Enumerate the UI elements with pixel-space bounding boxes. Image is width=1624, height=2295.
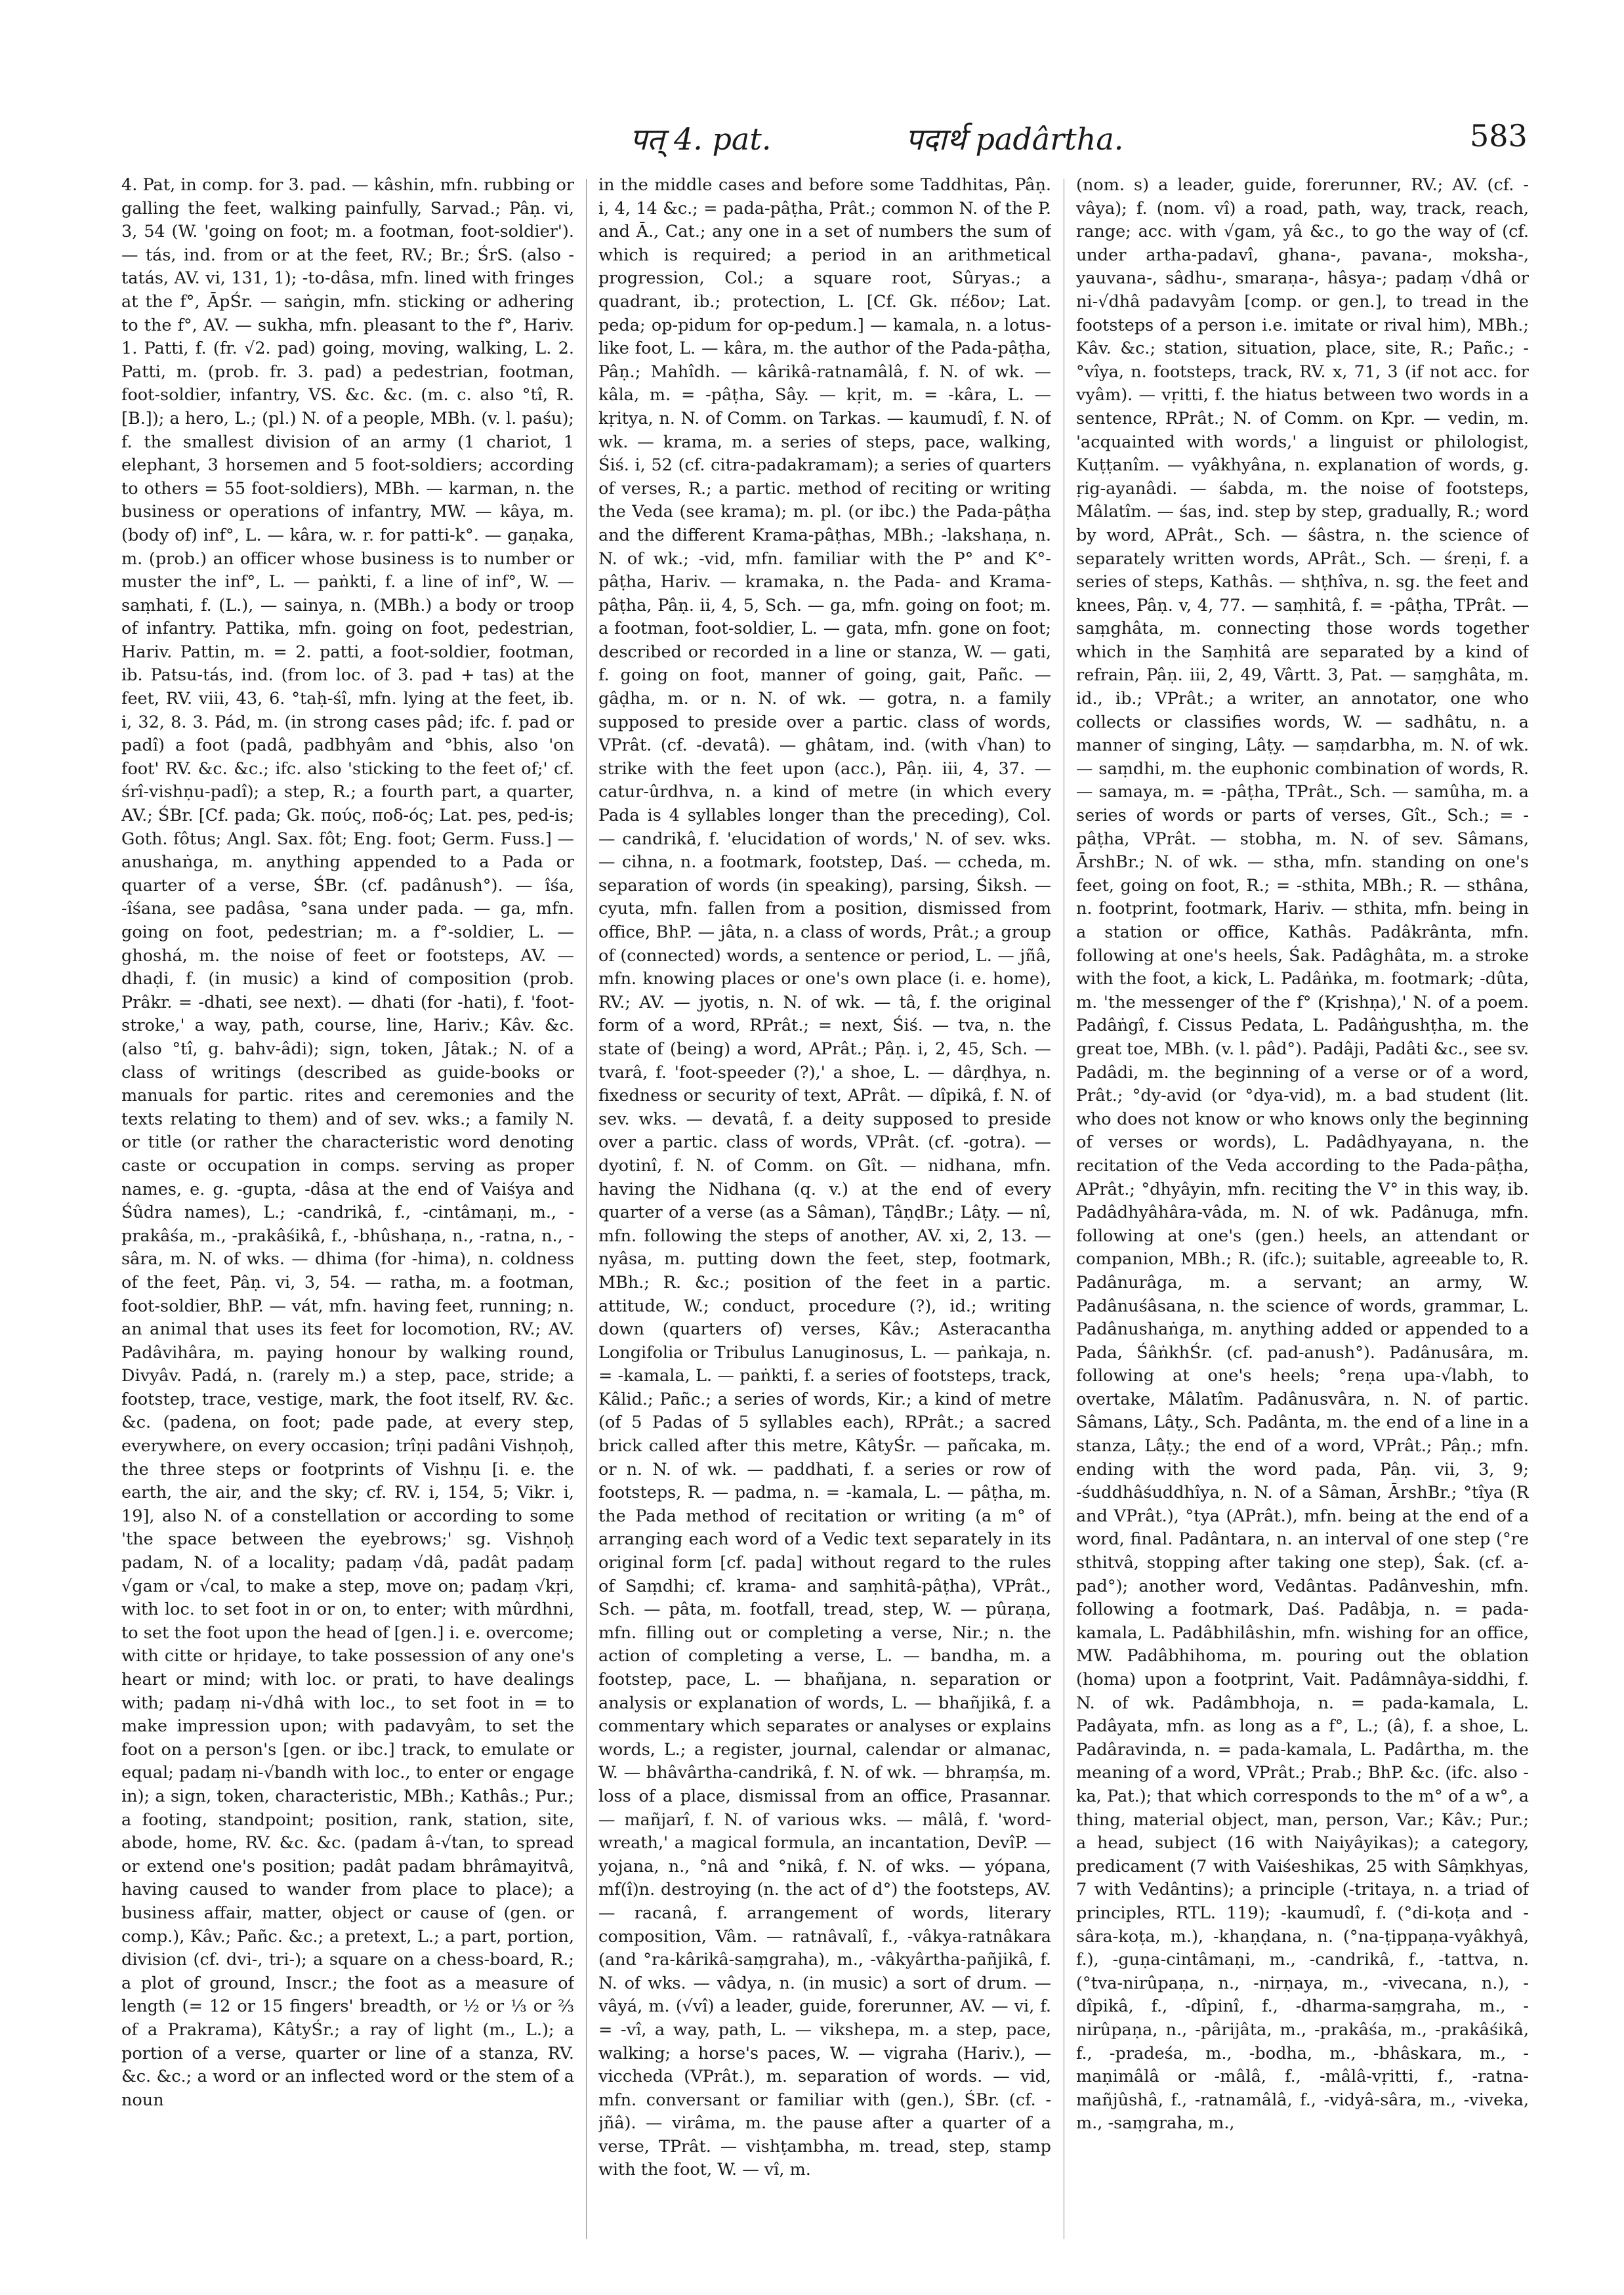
column-divider-1	[586, 179, 587, 2239]
column-3	[1076, 174, 1529, 2241]
page-header	[0, 118, 1624, 177]
column-3-text: (nom. s) a leader, guide, forerunner, RV.; AV. (cf. -vâya); f. (nom. vî) a road, path, way, track, reach, range; acc. with √gam, yâ &c., to go the way of (cf. under artha-padavî, ghana-, pavana-, moksha-, yauvana-, sâdhu-, smaraṇa-, hâsya-; padaṃ √dhâ or ni-√dhâ padavyâm [comp. or gen.], to tread in the footsteps of a person i.e. imitate or rival him), MBh.; Kâv. &c.; station, situation, place, site, R.; Pañc.; -°vîya, n. footsteps, track, RV. x, 71, 3 (if not acc. for vyâm). — vṛitti, f. the hiatus between two words in a sentence, RPrât.; N. of Comm. on Kpr. — vedin, m. 'acquainted with words,' a linguist or philologist, Kuṭṭanîm. — vyâkhyâna, n. explanation of words, g. ṛig-ayanâdi. — śabda, m. the noise of footsteps, Mâlatîm. — śas, ind. step by step, gradually, R.; word by word, APrât., Sch. — śâstra, n. the science of separately written words, APrât., Sch. — śreṇi, f. a series of steps, Kathâs. — shṭhîva, n. sg. the feet and knees, Pâṇ. v, 4, 77. — saṃhitâ, f. = -pâṭha, TPrât. — saṃghâta, m. connecting those words together which in the Saṃhitâ are separated by a kind of refrain, Pâṇ. iii, 2, 49, Vârtt. 3, Pat. — saṃghâta, m. id., ib.; VPrât.; a writer, an annotator, one who collects or classifies words, W. — sadhâtu, n. a manner of singing, Lâṭy. — saṃdarbha, m. N. of wk. — saṃdhi, m. the euphonic combination of words, R. — samaya, m. = -pâṭha, TPrât., Sch. — samûha, m. a series of words or parts of verses, Gît., Sch.; = -pâṭha, VPrât. — stobha, m. N. of sev. Sâmans, ĀrshBr.; N. of wk. — stha, mfn. standing on one's feet, going on foot, R.; = -sthita, MBh.; R. — sthâna, n. footprint, footmark, Hariv. — sthita, mfn. being in a station or office, Kathâs. Padâkrânta, mfn. following at one's heels, Śak. Padâghâta, m. a stroke with the foot, a kick, L. Padâṅka, m. footmark; -dûta, m. 'the messenger of the f° (Kṛishṇa),' N. of a poem. Padâṅgî, f. Cissus Pedata, L. Padâṅgushṭha, m. the great toe, MBh. (v. l. pâd°). Padâji, Padâti &c., see sv. Padâdi, m. the beginning of a verse or of a word, Prât.; °dy-avid (or °dya-vid), m. a bad student (lit. who does not know or who knows only the beginning of verses or words), L. Padâdhyayana, n. the recitation of the Veda according to the Pada-pâṭha, APrât.; °dhyâyin, mfn. reciting the V° in this way, ib. Padâdhyâhâra-vâda, m. N. of wk. Padânuga, mfn. following at one's (gen.) heels, an attendant or companion, MBh.; R. (ifc.); suitable, agreeable to, R. Padânurâga, m. a servant; an army, W. Padânuśâsana, n. the science of words, grammar, L. Padânushaṅga, m. anything added or appended to a Pada, ŚâṅkhŚr. (cf. pad-anush°). Padânusâra, m. following at one's heels; °reṇa upa-√labh, to overtake, Mâlatîm. Padânusvâra, n. N. of partic. Sâmans, Lâṭy., Sch. Padânta, m. the end of a line in a stanza, Lâṭy.; the end of a word, VPrât.; Pâṇ.; mfn. ending with the word pada, Pâṇ. vii, 3, 9; -śuddhâśuddhîya, n. N. of a Sâman, ĀrshBr.; °tîya (R and VPrât.), °tya (APrât.), mfn. being at the end of a word, final. Padântara, n. an interval of one step (°re sthitvâ, stopping after taking one step), Śak. (cf. a-pad°); another word, Vedântas. Padânveshin, mfn. following a footmark, Daś. Padâbja, n. = pada-kamala, L. Padâbhilâshin, mfn. wishing for an office, MW. Padâbhihoma, m. pouring out the oblation (homa) upon a footprint, Vait. Padâmnâya-siddhi, f. N. of wk. Padâmbhoja, n. = pada-kamala, L. Padâyata, mfn. as long as a f°, L.; (â), f. a shoe, L. Padâravinda, n. = pada-kamala, L. Padârtha, m. the meaning of a word, VPrât.; Prab.; BhP. &c. (ifc. also -ka, Pat.); that which corresponds to the m° of a w°, a thing, material object, man, person, Var.; Kâv.; Pur.; a head, subject (16 with Naiyâyikas); a category, predicament (7 with Vaiśeshikas, 25 with Sâṃkhyas, 7 with Vedântins); a principle (-tritaya, n. a triad of principles, RTL. 119); -kaumudî, f. (°di-koṭa and -sâra-koṭa, m.), -khaṇḍana, n. (°na-ṭippaṇa-vyâkhyâ, f.), -guṇa-cintâmaṇi, m., -candrikâ, f., -tattva, n. (°tva-nirûpaṇa, n., -nirṇaya, m., -vivecana, n.), -dîpikâ, f., -dîpinî, f., -dharma-saṃgraha, m., -nirûpaṇa, n., -pârijâta, m., -prakâśa, m., -prakâśikâ, f., -pradeśa, m., -bodha, m., -bhâskara, m., -maṇimâlâ or -mâlâ, f., -mâlâ-vṛitti, f., -ratna-mañjûshâ, f., -ratnamâlâ, f., -vidyâ-sâra, m., -viveka, m., -saṃgraha, m.,	[1076, 175, 1529, 2134]
page-number: 583	[1470, 118, 1528, 154]
column-2-text: in the middle cases and before some Taddhitas, Pâṇ. i, 4, 14 &c.; = pada-pâṭha, Prât.; common N. of the P. and Ā., Cat.; any one in a set of numbers the sum of which is required; a period in an arithmetical progression, Col.; a square root, Sûryas.; a quadrant, ib.; protection, L. [Cf. Gk. πέδον; Lat. peda; op-pidum for op-pedum.] — kamala, n. a lotus-like foot, L. — kâra, m. the author of the Pada-pâṭha, Pâṇ.; Mahîdh. — kârikâ-ratnamâlâ, f. N. of wk. — kâla, m. = -pâṭha, Sây. — kṛit, m. = -kâra, L. — kṛitya, n. N. of Comm. on Tarkas. — kaumudî, f. N. of wk. — krama, m. a series of steps, pace, walking, Śiś. i, 52 (cf. citra-padakramam); a series of quarters of verses, R.; a partic. method of reciting or writing the Veda (see krama); m. pl. (or ibc.) the Pada-pâṭha and the different Krama-pâṭhas, MBh.; -lakshaṇa, n. N. of wk.; -vid, mfn. familiar with the P° and K°-pâṭha, Hariv. — kramaka, n. the Pada- and Krama-pâṭha, Pâṇ. ii, 4, 5, Sch. — ga, mfn. going on foot; m. a footman, foot-soldier, L. — gata, mfn. gone on foot; described or recorded in a line or stanza, W. — gati, f. going on foot, manner of going, gait, Pañc. — gâḍha, m. or n. N. of wk. — gotra, n. a family supposed to preside over a partic. class of words, VPrât. (cf. -devatâ). — ghâtam, ind. (with √han) to strike with the feet upon (acc.), Pâṇ. iii, 4, 37. — catur-ûrdhva, n. a kind of metre (in which every Pada is 4 syllables longer than the preceding), Col. — candrikâ, f. 'elucidation of words,' N. of sev. wks. — cihna, n. a footmark, footstep, Daś. — ccheda, m. separation of words (in speaking), parsing, Śiksh. — cyuta, mfn. fallen from a position, dismissed from office, BhP. — jâta, n. a class of words, Prât.; a group of (connected) words, a sentence or period, L. — jñâ, mfn. knowing places or one's own place (i. e. home), RV.; AV. — jyotis, n. N. of wk. — tâ, f. the original form of a word, RPrât.; = next, Śiś. — tva, n. the state of (being) a word, APrât.; Pâṇ. i, 2, 45, Sch. — tvarâ, f. 'foot-speeder (?),' a shoe, L. — dârḍhya, n. fixedness or security of text, APrât. — dîpikâ, f. N. of sev. wks. — devatâ, f. a deity supposed to preside over a partic. class of words, VPrât. (cf. -gotra). — dyotinî, f. N. of Comm. on Gît. — nidhana, mfn. having the Nidhana (q. v.) at the end of every quarter of a verse (as a Sâman), TâṇḍBr.; Lâṭy. — nî, mfn. following the steps of another, AV. xi, 2, 13. — nyâsa, m. putting down the feet, step, footmark, MBh.; R. &c.; position of the feet in a partic. attitude, W.; conduct, procedure (?), id.; writing down (quarters of) verses, Kâv.; Asteracantha Longifolia or Tribulus Lanuginosus, L. — paṅkaja, n. = -kamala, L. — paṅkti, f. a series of footsteps, track, Kâlid.; Pañc.; a series of words, Kir.; a kind of metre (of 5 Padas of 5 syllables each), RPrât.; a sacred brick called after this metre, KâtyŚr. — pañcaka, m. or n. N. of wk. — paddhati, f. a series or row of footsteps, R. — padma, n. = -kamala, L. — pâṭha, m. the Pada method of recitation or writing (a m° of arranging each word of a Vedic text separately in its original form [cf. pada] without regard to the rules of Saṃdhi; cf. krama- and saṃhitâ-pâṭha), VPrât., Sch. — pâta, m. footfall, tread, step, W. — pûraṇa, mfn. filling out or completing a verse, Nir.; n. the action of completing a verse, L. — bandha, m. a footstep, pace, L. — bhañjana, n. separation or analysis or explanation of words, L. — bhañjikâ, f. a commentary which separates or analyses or explains words, L.; a register, journal, calendar or almanac, W. — bhâvârtha-candrikâ, f. N. of wk. — bhraṃśa, m. loss of a place, dismissal from an office, Prasannar. — mañjarî, f. N. of various wks. — mâlâ, f. 'word-wreath,' a magical formula, an incantation, DevîP. — yojana, n., °nâ and °nikâ, f. N. of wks. — yópana, mf(î)n. destroying (n. the act of d°) the footsteps, AV. — racanâ, f. arrangement of words, literary composition, Vâm. — ratnâvalî, f., -vâkya-ratnâkara (and °ra-kârikâ-saṃgraha), m., -vâkyârtha-pañjikâ, f. N. of wks. — vâdya, n. (in music) a sort of drum. — vâyá, m. (√vî) a leader, guide, forerunner, AV. — vi, f. = -vî, a way, path, L. — vikshepa, m. a step, pace, walking; a horse's paces, W. — vigraha (Hariv.), — viccheda (VPrât.), m. separation of words. — vid, mfn. conversant or familiar with (gen.), ŚBr. (cf. -jñâ). — virâma, m. the pause after a quarter of a verse, TPrât. — vishṭambha, m. tread, step, stamp with the foot, W. — vî, m.	[598, 175, 1051, 2180]
left-running-headword: पत् 4. pat.	[630, 121, 772, 157]
column-1	[121, 174, 574, 2241]
column-2	[598, 174, 1051, 2241]
dictionary-columns	[121, 174, 1529, 2241]
column-1-text: 4. Pat, in comp. for 3. pad. — kâshin, mfn. rubbing or galling the feet, walking painfully, Sarvad.; Pâṇ. vi, 3, 54 (W. 'going on foot; m. a footman, foot-soldier'). — tás, ind. from or at the feet, RV.; Br.; ŚrS. (also -tatás, AV. vi, 131, 1); -to-dâsa, mfn. lined with fringes at the f°, ĀpŚr. — saṅgin, mfn. sticking or adhering to the f°, AV. — sukha, mfn. pleasant to the f°, Hariv. 1. Patti, f. (fr. √2. pad) going, moving, walking, L. 2. Patti, m. (prob. fr. 3. pad) a pedestrian, footman, foot-soldier, infantry, VS. &c. &c. (m. c. also °tî, R. [B.]); a hero, L.; (pl.) N. of a people, MBh. (v. l. paśu); f. the smallest division of an army (1 chariot, 1 elephant, 3 horsemen and 5 foot-soldiers; according to others = 55 foot-soldiers), MBh. — karman, n. the business or operations of infantry, MW. — kâya, m. (body of) inf°, L. — kâra, w. r. for patti-k°. — gaṇaka, m. (prob.) an officer whose business is to number or muster the inf°, L. — paṅkti, f. a line of inf°, W. — saṃhati, f. (L.), — sainya, n. (MBh.) a body or troop of infantry. Pattika, mfn. going on foot, pedestrian, Hariv. Pattin, m. = 2. patti, a foot-soldier, footman, ib. Patsu-tás, ind. (from loc. of 3. pad + tas) at the feet, RV. viii, 43, 6. °taḥ-śî, mfn. lying at the feet, ib. i, 32, 8. 3. Pád, m. (in strong cases pâd; ifc. f. pad or padî) a foot (padâ, padbhyâm and °bhis, also 'on foot' RV. &c. &c.; ifc. also 'sticking to the feet of;' cf. śrî-vishṇu-padî); a step, R.; a fourth part, a quarter, AV.; ŚBr. [Cf. pada; Gk. πούς, ποδ-ός; Lat. pes, ped-is; Goth. fôtus; Angl. Sax. fôt; Eng. foot; Germ. Fuss.] — anushaṅga, m. anything appended to a Pada or quarter of a verse, ŚBr. (cf. padânush°). — îśa, -îśana, see padâsa, °sana under pada. — ga, mfn. going on foot, pedestrian; m. a f°-soldier, L. — ghoshá, m. the noise of feet or footsteps, AV. — dhaḍi, f. (in music) a kind of composition (prob. Prâkr. = -dhati, see next). — dhati (for -hati), f. 'foot-stroke,' a way, path, course, line, Hariv.; Kâv. &c. (also °tî, g. bahv-âdi); sign, token, Jâtak.; N. of a class of writings (described as guide-books or manuals for partic. rites and ceremonies and the texts relating to them) and of sev. wks.; a family N. or title (or rather the characteristic word denoting caste or occupation in comps. serving as proper names, e. g. -gupta, -dâsa at the end of Vaiśya and Śûdra names), L.; -candrikâ, f., -cintâmaṇi, m., -prakâśa, m., -prakâśikâ, f., -bhûshaṇa, n., -ratna, n., -sâra, m. N. of wks. — dhima (for -hima), n. coldness of the feet, Pâṇ. vi, 3, 54. — ratha, m. a footman, foot-soldier, BhP. — vát, mfn. having feet, running; n. an animal that uses its feet for locomotion, RV.; AV. Padâvihâra, m. paying honour by walking round, Divyâv. Padá, n. (rarely m.) a step, pace, stride; a footstep, trace, vestige, mark, the foot itself, RV. &c. &c. (padena, on foot; pade pade, at every step, everywhere, on every occasion; trîṇi padâni Vishṇoḥ, the three steps or footprints of Vishṇu [i. e. the earth, the air, and the sky; cf. RV. i, 154, 5; Vikr. i, 19], also N. of a constellation or according to some 'the space between the eyebrows;' sg. Vishṇoḥ padam, N. of a locality; padaṃ √dâ, padât padaṃ √gam or √cal, to make a step, move on; padaṃ √kṛi, with loc. to set foot in or on, to enter; with mûrdhni, to set the foot upon the head of [gen.] i. e. overcome; with citte or hṛidaye, to take possession of any one's heart or mind; with loc. or prati, to have dealings with; padaṃ ni-√dhâ with loc., to set foot in = to make impression upon; with padavyâm, to set the foot on a person's [gen. or ibc.] track, to emulate or equal; padaṃ ni-√bandh with loc., to enter or engage in); a sign, token, characteristic, MBh.; Kathâs.; Pur.; a footing, standpoint; position, rank, station, site, abode, home, RV. &c. &c. (padam â-√tan, to spread or extend one's position; padât padam bhrâmayitvâ, having caused to wander from place to place); a business affair, matter, object or cause of (gen. or comp.), Kâv.; Pañc. &c.; a pretext, L.; a part, portion, division (cf. dvi-, tri-); a square on a chess-board, R.; a plot of ground, Inscr.; the foot as a measure of length (= 12 or 15 fingers' breadth, or ½ or ⅓ or ⅔ of a Prakrama), KâtyŚr.; a ray of light (m., L.); a portion of a verse, quarter or line of a stanza, RV. &c. &c.; a word or an inflected word or the stem of a noun	[121, 175, 574, 2110]
right-running-headword: पदार्थ padârtha.	[906, 121, 1124, 157]
